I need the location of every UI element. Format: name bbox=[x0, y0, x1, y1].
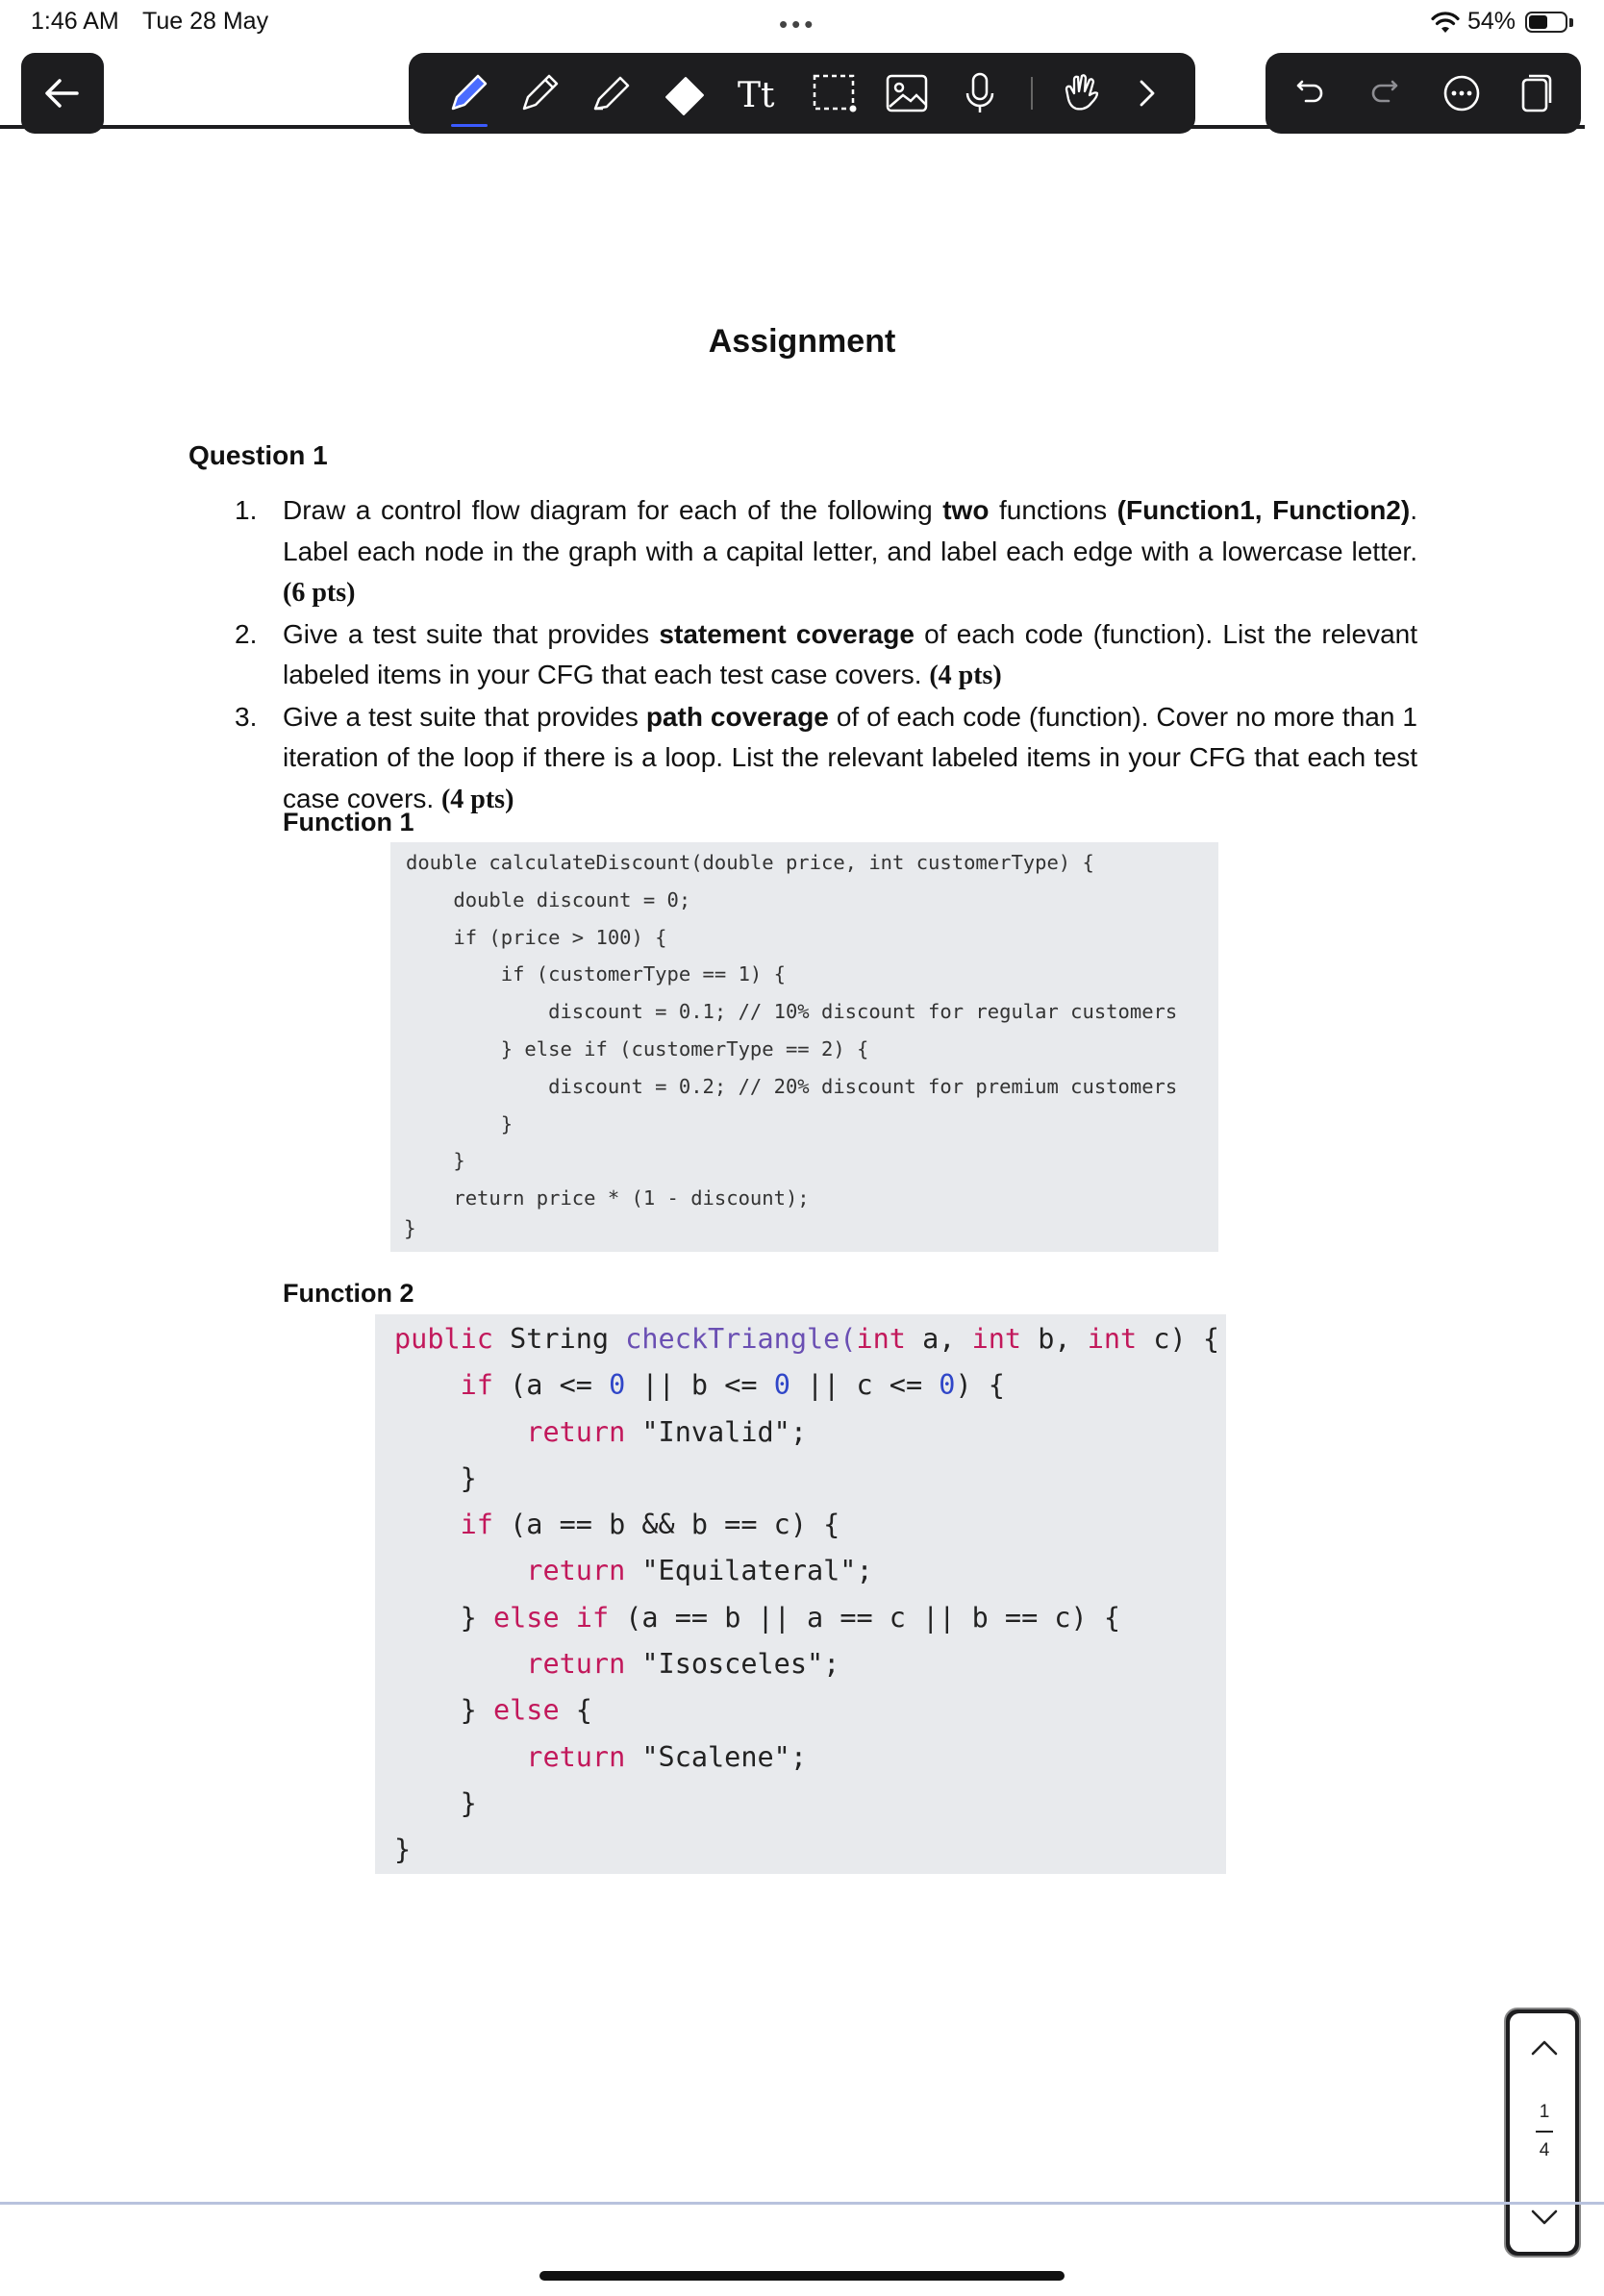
microphone-icon bbox=[951, 64, 1009, 122]
code-text: { bbox=[559, 1694, 592, 1727]
status-date: Tue 28 May bbox=[142, 8, 269, 35]
document-title: Assignment bbox=[708, 323, 896, 360]
code-text: (a <= bbox=[492, 1369, 610, 1402]
code-text: String bbox=[492, 1323, 626, 1355]
back-button[interactable] bbox=[21, 53, 104, 134]
battery-percent: 54% bbox=[1467, 8, 1516, 35]
function2-label: Function 2 bbox=[283, 1279, 414, 1308]
code-text: } bbox=[460, 1461, 477, 1494]
code-string: "Scalene"; bbox=[625, 1740, 807, 1773]
pen-icon bbox=[511, 64, 568, 122]
item-emphasis: statement coverage bbox=[659, 618, 915, 649]
item-number: 3. bbox=[235, 701, 258, 732]
code-function-name: checkTriangle bbox=[625, 1323, 840, 1355]
active-tool-indicator bbox=[451, 124, 488, 127]
back-arrow-icon bbox=[21, 53, 104, 134]
code-keyword: if bbox=[575, 1601, 610, 1634]
code-keyword: else bbox=[492, 1694, 560, 1727]
image-insert-icon bbox=[878, 64, 936, 122]
item-points: (4 pts) bbox=[440, 784, 514, 814]
code-number: 0 bbox=[939, 1369, 956, 1402]
code-text: || c <= bbox=[789, 1369, 940, 1402]
item-emphasis: (Function1, Function2) bbox=[1116, 495, 1411, 525]
code-keyword: if bbox=[460, 1509, 493, 1541]
code-text: (a == b && b == c) { bbox=[492, 1509, 840, 1541]
lasso-tool[interactable] bbox=[805, 64, 863, 122]
chevron-up-icon[interactable] bbox=[1527, 2033, 1562, 2061]
code-line: } bbox=[453, 1149, 465, 1173]
page-boundary bbox=[0, 2202, 1604, 2205]
code-text: } bbox=[460, 1601, 493, 1634]
function1-label: Function 1 bbox=[283, 808, 414, 836]
item-emphasis: two bbox=[942, 495, 990, 525]
code-line: return price * (1 - discount); bbox=[406, 1186, 810, 1210]
undo-icon bbox=[1281, 64, 1339, 122]
code-line: double calculateDiscount(double price, int customerType) { bbox=[406, 851, 1094, 874]
code-text: a, bbox=[905, 1323, 972, 1355]
chevron-down-icon[interactable] bbox=[1527, 2204, 1562, 2233]
code-keyword: if bbox=[460, 1369, 493, 1402]
item-points: (6 pts) bbox=[283, 578, 356, 608]
expand-tools-button[interactable] bbox=[1118, 64, 1176, 122]
list-item bbox=[235, 614, 1417, 697]
code-text: c) { bbox=[1137, 1323, 1219, 1355]
code-text: (a == b || a == c || b == c) { bbox=[609, 1601, 1121, 1634]
current-page: 1 bbox=[1539, 2102, 1550, 2122]
pages-button[interactable] bbox=[1506, 64, 1564, 122]
text-tool[interactable] bbox=[732, 64, 789, 122]
question-list bbox=[235, 490, 1417, 820]
status-time: 1:46 AM bbox=[31, 8, 119, 35]
item-text: Give a test suite that provides bbox=[283, 618, 660, 649]
highlighter-tool[interactable] bbox=[584, 64, 641, 122]
function2-code bbox=[394, 1316, 1219, 1874]
code-keyword: return bbox=[526, 1555, 626, 1587]
code-keyword: return bbox=[526, 1415, 626, 1448]
more-button[interactable] bbox=[1433, 64, 1491, 122]
code-keyword: return bbox=[526, 1648, 626, 1681]
page-navigator bbox=[1504, 2008, 1581, 2258]
code-keyword: else bbox=[492, 1601, 560, 1634]
drawing-tools bbox=[409, 53, 1195, 134]
chevron-right-icon bbox=[1118, 64, 1176, 122]
page-divider bbox=[1536, 2131, 1553, 2133]
item-number: 1. bbox=[235, 495, 258, 525]
text-tool-glyph: Tt bbox=[738, 76, 775, 115]
code-keyword: int bbox=[971, 1323, 1022, 1355]
battery-fill bbox=[1529, 15, 1547, 29]
code-line: double discount = 0; bbox=[453, 887, 691, 911]
code-text: } bbox=[460, 1694, 493, 1727]
status-bar bbox=[0, 0, 1604, 48]
fountain-pen-icon bbox=[439, 64, 497, 122]
redo-icon bbox=[1356, 64, 1414, 122]
home-indicator[interactable] bbox=[539, 2271, 1065, 2281]
code-line: discount = 0.2; // 20% discount for premium customers bbox=[548, 1074, 1178, 1098]
item-text: Give a test suite that provides bbox=[283, 701, 646, 732]
code-number: 0 bbox=[609, 1369, 626, 1402]
code-text: } bbox=[394, 1834, 412, 1866]
code-keyword: int bbox=[1087, 1323, 1138, 1355]
code-string: "Invalid"; bbox=[625, 1415, 807, 1448]
hand-gesture-icon bbox=[1053, 64, 1111, 122]
pages-icon bbox=[1506, 64, 1564, 122]
item-emphasis: path coverage bbox=[645, 701, 829, 732]
more-icon bbox=[1433, 64, 1491, 122]
code-text: ) { bbox=[955, 1369, 1005, 1402]
item-text: . Label each node in the graph with a capital letter, and label each edge with a lowercase letter. bbox=[283, 495, 1417, 566]
lasso-select-icon bbox=[805, 64, 863, 122]
eraser-tool[interactable] bbox=[657, 64, 714, 122]
function2-code-block bbox=[375, 1314, 1226, 1874]
audio-tool[interactable] bbox=[951, 64, 1009, 122]
eraser-icon bbox=[657, 64, 714, 122]
toolbar-separator bbox=[1031, 77, 1033, 110]
function1-closing-brace: } bbox=[404, 1217, 416, 1240]
page-navigator-body bbox=[1510, 2013, 1575, 2252]
code-text: || b <= bbox=[625, 1369, 774, 1402]
total-pages: 4 bbox=[1539, 2140, 1550, 2160]
document-actions bbox=[1266, 53, 1581, 134]
code-line: if (customerType == 1) { bbox=[500, 962, 786, 986]
code-text: b, bbox=[1021, 1323, 1088, 1355]
code-keyword: return bbox=[526, 1740, 626, 1773]
image-tool[interactable] bbox=[878, 64, 936, 122]
battery-icon bbox=[1525, 12, 1567, 33]
code-line: if (price > 100) { bbox=[453, 925, 667, 949]
item-text: of each code (function). List the relevant labeled items in your CFG that each test case covers. bbox=[283, 618, 1417, 689]
multitask-dots[interactable]: ••• bbox=[779, 10, 817, 38]
item-text: Draw a control flow diagram for each of the following bbox=[283, 495, 943, 525]
wifi-icon bbox=[1431, 10, 1460, 35]
gesture-tool[interactable] bbox=[1053, 64, 1111, 122]
code-string: "Equilateral"; bbox=[625, 1555, 873, 1587]
function1-code bbox=[406, 844, 1177, 1217]
function1-code-block bbox=[390, 842, 1218, 1252]
code-text: } bbox=[460, 1786, 477, 1819]
item-points: (4 pts) bbox=[929, 661, 1002, 690]
code-text: ( bbox=[840, 1323, 857, 1355]
item-text: of of each code (function). Cover no more than 1 iteration of the loop if there is a loop. List the relevant labeled items in your CFG that each test case covers. bbox=[283, 701, 1417, 813]
code-number: 0 bbox=[773, 1369, 790, 1402]
code-line: discount = 0.1; // 10% discount for regular customers bbox=[548, 1000, 1178, 1024]
code-keyword: public bbox=[394, 1323, 493, 1355]
code-string: "Isosceles"; bbox=[625, 1648, 840, 1681]
fountain-pen-tool[interactable] bbox=[439, 64, 497, 122]
item-number: 2. bbox=[235, 618, 258, 649]
pen-tool[interactable] bbox=[511, 64, 568, 122]
list-item bbox=[235, 697, 1417, 821]
undo-button[interactable] bbox=[1281, 64, 1339, 122]
battery-cap bbox=[1569, 18, 1573, 27]
redo-button[interactable] bbox=[1356, 64, 1414, 122]
code-line: } bbox=[500, 1111, 514, 1136]
list-item bbox=[235, 490, 1417, 614]
item-text: functions bbox=[989, 495, 1117, 525]
code-line: } else if (customerType == 2) { bbox=[500, 1036, 869, 1061]
text-tool-icon bbox=[732, 64, 789, 122]
code-keyword: int bbox=[856, 1323, 906, 1355]
question-title: Question 1 bbox=[188, 440, 328, 470]
highlighter-icon bbox=[584, 64, 641, 122]
